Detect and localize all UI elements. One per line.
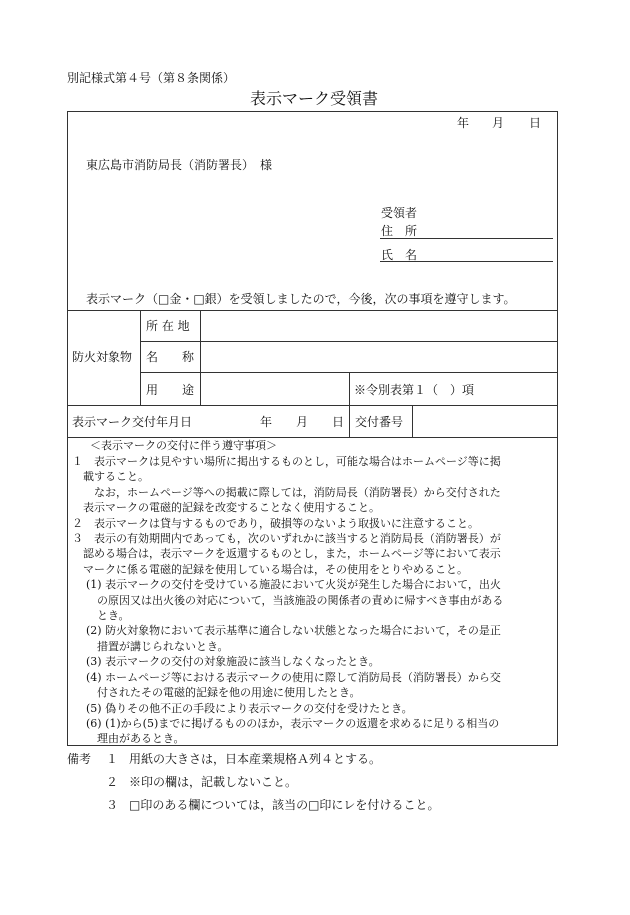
table-vrule-number (412, 405, 413, 437)
table-rule-3 (67, 405, 558, 406)
notes-line: １ 表示マークは見やすい場所に掲出するものとし，可能な場合はホームページ等に掲 (72, 455, 501, 468)
notes-line: ２ 表示マークは貸与するものであり，破損等のないよう取扱いに注意すること。 (72, 516, 479, 530)
notes-heading: ＜表示マークの交付に伴う遵守事項＞ (90, 439, 277, 452)
notes-line: とき。 (86, 609, 130, 623)
location-label: 所 在 地 (146, 319, 190, 333)
remark-number: １ (106, 752, 119, 766)
issue-number-field[interactable] (416, 409, 554, 433)
notes-list (72, 454, 558, 747)
notes-line: 表示マークの電磁的記録を改変することなく使用すること。 (72, 501, 380, 515)
table-vrule-mid (349, 372, 350, 437)
table-vrule-labels (200, 310, 201, 405)
date-year-label[interactable]: 年 (457, 116, 470, 130)
issue-date-label: 表示マーク交付年月日 (72, 415, 193, 429)
appendix-label: ※令別表第１（ ）項 (354, 383, 475, 397)
notes-line: (1) 表示マークの交付を受けている施設において火災が発生した場合において，出火 (86, 578, 501, 592)
date-month-label[interactable]: 月 (492, 116, 505, 130)
notes-line: (4) ホームページ等における表示マークの使用に際して消防局長（消防署長）から交 (86, 670, 501, 684)
declaration-text: 表示マーク（□金・□銀）を受領しましたので，今後，次の事項を遵守します。 (86, 292, 516, 306)
notes-line: ３ 表示の有効期間内であっても，次のいずれかに該当すると消防局長（消防署長）が (72, 532, 501, 546)
notes-line: (2) 防火対象物において表示基準に適合しない状態となった場合において，その是正 (86, 624, 501, 638)
remark-text: ※印の欄は，記載しないこと。 (129, 775, 298, 789)
recipient-name-label: 氏 名 (381, 248, 418, 262)
fire-target-label: 防火対象物 (72, 350, 133, 364)
location-field[interactable] (204, 314, 554, 338)
notes-line: 載すること。 (72, 470, 149, 484)
notes-line: なお，ホームページ等への掲載に際しては，消防局長（消防署長）から交付された (72, 485, 501, 499)
page-title: 表示マーク受領書 (250, 89, 379, 108)
recipient-address-field[interactable] (380, 238, 553, 239)
notes-line: 付されたその電磁的記録を他の用途に使用したとき。 (86, 686, 361, 700)
remark-number: ２ (106, 775, 119, 789)
notes-line: 認める場合は，表示マークを返還するものとし，また，ホームページ等において表示 (72, 547, 501, 561)
name-label: 名 称 (146, 350, 195, 364)
date-day-label[interactable]: 日 (529, 116, 542, 130)
remark-number: ３ (106, 798, 119, 812)
remark-text: 用紙の大きさは，日本産業規格Ａ列４とする。 (129, 752, 382, 766)
use-label: 用 途 (146, 383, 195, 397)
notes-line: (6) (1)から(5)までに掲げるもののほか，表示マークの返還を求めるに足りる相当の (86, 716, 500, 730)
recipient-address-label: 住 所 (381, 224, 418, 238)
addressee: 東広島市消防局長（消防署長） 様 (86, 158, 273, 172)
use-field[interactable] (204, 376, 346, 402)
table-vrule-group (140, 310, 141, 405)
notes-line: 措置が講じられないとき。 (86, 639, 229, 653)
notes-line: 理由があるとき。 (86, 732, 185, 746)
table-rule-1 (140, 341, 558, 342)
remarks-label: 備考 (67, 752, 92, 766)
notes-line: (5) 偽りその他不正の手段により表示マークの交付を受けたとき。 (86, 701, 413, 715)
notes-line: の原因又は出火後の対応について，当該施設の関係者の責めに帰すべき事由がある (86, 593, 504, 607)
name-field[interactable] (204, 345, 554, 369)
issue-date-value[interactable]: 年 月 日 (260, 415, 345, 429)
form-reference: 別記様式第４号（第８条関係） (67, 71, 236, 85)
notes-line: (3) 表示マークの交付の対象施設に該当しなくなったとき。 (86, 655, 380, 669)
notes-line: マークに係る電磁的記録を使用している場合は，その使用をとりやめること。 (72, 562, 468, 576)
recipient-heading: 受領者 (381, 206, 418, 220)
recipient-name-field[interactable] (380, 261, 553, 262)
remark-text: □印のある欄については，該当の□印にレを付けること。 (129, 798, 440, 812)
issue-number-label: 交付番号 (355, 415, 404, 429)
